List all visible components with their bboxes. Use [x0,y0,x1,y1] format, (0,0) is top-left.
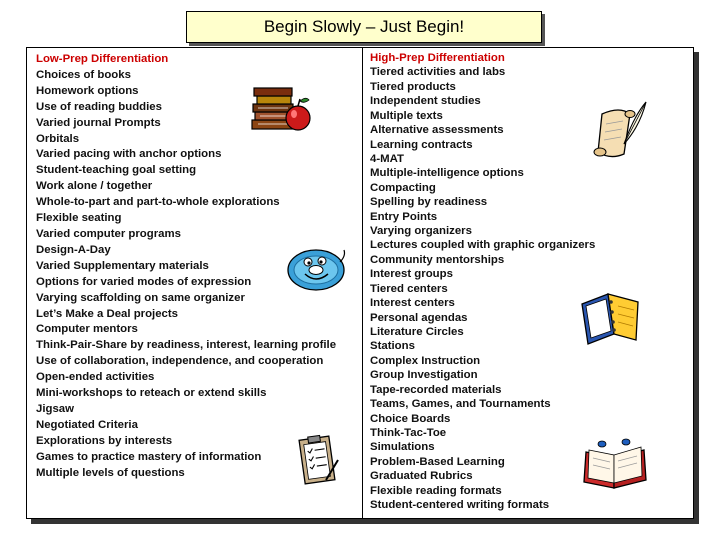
high-prep-column [370,51,595,513]
low-prep-item: Orbitals [36,132,80,145]
high-prep-item: Student-centered writing formats [370,499,550,512]
high-prep-item: Teams, Games, and Tournaments [370,398,551,411]
high-prep-item: Lectures coupled with graphic organizers [370,239,596,252]
high-prep-item: 4-MAT [370,152,404,165]
low-prep-item: Use of reading buddies [36,100,162,113]
high-prep-item: Compacting [370,181,436,194]
high-prep-item: Multiple-intelligence options [370,167,524,180]
low-prep-item: Student-teaching goal setting [36,164,197,177]
low-prep-item: Varied journal Prompts [36,116,161,129]
high-prep-item: Choice Boards [370,412,451,425]
high-prep-item: Graduated Rubrics [370,470,473,483]
clipboard-illustration [296,430,340,486]
low-prep-item: Negotiated Criteria [36,418,138,431]
low-prep-item: Computer mentors [36,323,138,336]
high-prep-item: Interest centers [370,297,455,310]
high-prep-item: Simulations [370,441,435,454]
low-prep-item: Let’s Make a Deal projects [36,307,179,320]
smiling-disc-illustration [284,240,348,296]
low-prep-item: Games to practice mastery of information [36,450,262,463]
high-prep-item: Spelling by readiness [370,196,488,209]
low-prep-item: Varying scaffolding on same organizer [36,291,245,304]
high-prep-item: Tape-recorded materials [370,383,502,396]
high-prep-item: Interest groups [370,268,453,281]
high-prep-item: Complex Instruction [370,354,481,367]
high-prep-item: Entry Points [370,210,438,223]
low-prep-item: Design-A-Day [36,243,111,256]
low-prep-item: Think-Pair-Share by readiness, interest, learning profile [36,339,337,352]
column-divider [362,48,363,518]
high-prep-item: Group Investigation [370,369,478,382]
high-prep-item: Stations [370,340,415,353]
high-prep-item: Alternative assessments [370,124,504,137]
low-prep-item: Use of collaboration, independence, and cooperation [36,355,324,368]
low-prep-item: Varied computer programs [36,227,181,240]
high-prep-item: Tiered centers [370,282,448,295]
high-prep-item: Flexible reading formats [370,484,502,497]
high-prep-item: Problem-Based Learning [370,455,505,468]
low-prep-item: Options for varied modes of expression [36,275,252,288]
low-prep-heading: Low-Prep Differentiation [36,53,169,65]
books-apple-illustration [248,74,314,136]
low-prep-item: Multiple levels of questions [36,466,185,479]
open-book-illustration [580,436,650,492]
high-prep-item: Independent studies [370,95,481,108]
low-prep-item: Choices of books [36,68,131,81]
high-prep-item: Personal agendas [370,311,468,324]
low-prep-item: Varied pacing with anchor options [36,148,222,161]
low-prep-item: Flexible seating [36,212,122,225]
low-prep-item: Work alone / together [36,180,153,193]
low-prep-item: Explorations by interests [36,434,173,447]
binder-illustration [574,284,646,348]
high-prep-item: Multiple texts [370,109,443,122]
low-prep-item: Whole-to-part and part-to-whole explorations [36,196,280,209]
high-prep-item: Think-Tac-Toe [370,426,447,439]
high-prep-item: Tiered activities and labs [370,66,506,79]
low-prep-item: Jigsaw [36,402,74,415]
low-prep-item: Varied Supplementary materials [36,259,209,272]
high-prep-item: Community mentorships [370,253,505,266]
high-prep-item: Learning contracts [370,138,473,151]
low-prep-item: Mini-workshops to reteach or extend skills [36,387,267,400]
high-prep-item: Literature Circles [370,326,464,339]
low-prep-item: Homework options [36,84,139,97]
page-title: Begin Slowly – Just Begin! [186,11,542,43]
scroll-quill-illustration [590,96,650,166]
high-prep-item: Tiered products [370,80,456,93]
high-prep-item: Varying organizers [370,225,472,238]
high-prep-heading: High-Prep Differentiation [370,52,505,64]
low-prep-item: Open-ended activities [36,371,155,384]
